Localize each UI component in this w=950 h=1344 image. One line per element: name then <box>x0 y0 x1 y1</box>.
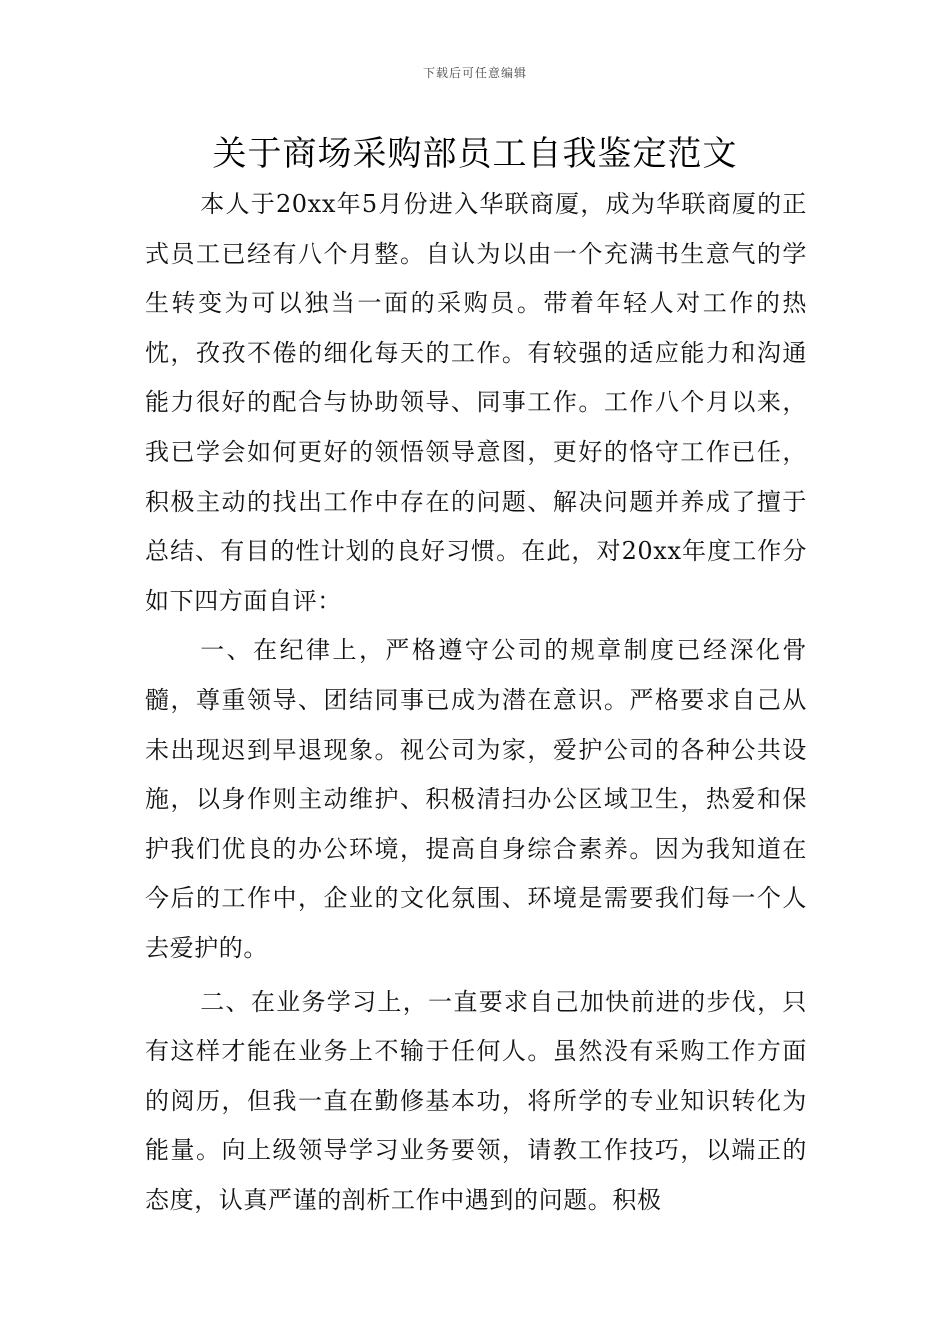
header-note: 下载后可任意编辑 <box>422 66 527 80</box>
document-body <box>145 180 807 1225</box>
paragraph-discipline: 一、在纪律上，严格遵守公司的规章制度已经深化骨髓，尊重领导、团结同事已成为潜在意识。严格要求自己从未出现迟到早退现象。视公司为家，爱护公司的各种公共设施，以身作则主动维护、积极清扫办公区域卫生，热爱和保护我们优良的办公环境，提高自身综合素养。因为我知道在今后的工作中，企业的文化氛围、环境是需要我们每一个人去爱护的。 <box>145 636 807 962</box>
document-title: 关于商场采购部员工自我鉴定范文 <box>212 134 738 174</box>
paragraph-intro: 本人于20xx年5月份进入华联商厦，成为华联商厦的正式员工已经有八个月整。自认为以由一个充满书生意气的学生转变为可以独当一面的采购员。带着年轻人对工作的热忱，孜孜不倦的细化每天的工作。有较强的适应能力和沟通能力很好的配合与协助领导、同事工作。工作八个月以来，我已学会如何更好的领悟领导意图，更好的恪守工作已任，积极主动的找出工作中存在的问题、解决问题并养成了擅于总结、有目的性计划的良好习惯。在此，对20xx年度工作分如下四方面自评： <box>145 190 807 615</box>
paragraph-study: 二、在业务学习上，一直要求自己加快前进的步伐，只有这样才能在业务上不输于任何人。虽然没有采购工作方面的阅历，但我一直在勤修基本功，将所学的专业知识转化为能量。向上级领导学习业务要领，请教工作技巧，以端正的态度，认真严谨的剖析工作中遇到的问题。积极 <box>145 987 807 1214</box>
